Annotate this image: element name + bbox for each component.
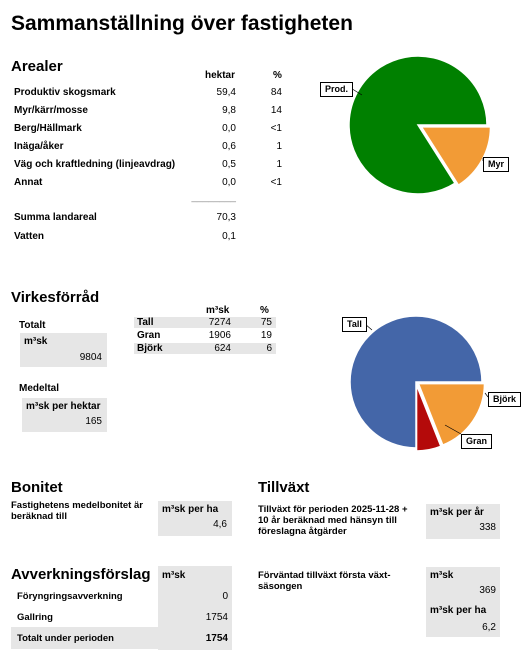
bonitet-box [158, 501, 232, 536]
arealer-row-label: Berg/Hällmark [14, 123, 82, 134]
virkes-col-pct: % [260, 305, 269, 316]
arealer-row-pct: 14 [270, 105, 282, 116]
avverkning-row-label: Föryngringsavverkning [17, 591, 123, 602]
pie-label-prod: Prod. [320, 82, 353, 97]
bonitet-value: 4,6 [213, 519, 227, 530]
arealer-row-hektar: 59,4 [216, 87, 236, 98]
medeltal-unit: m³sk per hektar [26, 401, 101, 412]
medeltal-value: 165 [85, 416, 102, 427]
areal-pie-chart [320, 55, 520, 205]
arealer-row-pct: 1 [276, 159, 282, 170]
tillvaxt-first-value: 369 [479, 585, 496, 596]
virkes-row-pct: 6 [266, 343, 272, 354]
avverkning-heading: Avverkningsförslag [11, 566, 151, 583]
pie-label-gran: Gran [461, 434, 492, 449]
virkes-row-label: Tall [137, 317, 154, 328]
virkes-col-m3sk: m³sk [206, 305, 230, 316]
tillvaxt-first-value2: 6,2 [482, 622, 496, 633]
bonitet-desc: Fastighetens medelbonitet är beräknad till [11, 500, 143, 522]
vatten-label: Vatten [14, 231, 45, 242]
tillvaxt-first-desc: Förväntad tillväxt första växt-säsongen [258, 570, 391, 592]
page-title: Sammanställning över fastigheten [11, 12, 353, 35]
bonitet-unit: m³sk per ha [162, 504, 219, 515]
tillvaxt-first-unit: m³sk [430, 570, 454, 581]
medeltal-label: Medeltal [19, 383, 60, 394]
arealer-row-label: Annat [14, 177, 43, 188]
tillvaxt-first-box [426, 567, 500, 637]
summa-landareal-label: Summa landareal [14, 212, 97, 223]
virkes-row-m3sk: 7274 [208, 317, 231, 328]
arealer-row-hektar: 9,8 [222, 105, 236, 116]
virkesforrad-heading: Virkesförråd [11, 289, 100, 306]
pie-label-tall: Tall [342, 317, 367, 332]
arealer-col-pct: % [273, 70, 282, 81]
arealer-row-label: Myr/kärr/mosse [14, 105, 88, 116]
arealer-row-pct: 84 [270, 87, 282, 98]
virkes-row-pct: 75 [260, 317, 272, 328]
totalt-label: Totalt [19, 320, 46, 331]
tillvaxt-unit: m³sk per år [430, 507, 484, 518]
arealer-heading: Arealer [11, 58, 63, 75]
virkes-pie-chart [340, 305, 520, 455]
avverkning-row-label: Gallring [17, 612, 53, 623]
tillvaxt-box [426, 504, 500, 539]
tillvaxt-value: 338 [479, 522, 496, 533]
pie-label-myr: Myr [483, 157, 509, 172]
tillvaxt-first-unit2: m³sk per ha [430, 605, 487, 616]
arealer-col-hektar: hektar [205, 70, 236, 81]
summa-landareal-value: 70,3 [216, 212, 236, 223]
virkes-row-label: Gran [137, 330, 161, 341]
arealer-divider: ________ [191, 192, 236, 203]
arealer-row-label: Väg och kraftledning (linjeavdrag) [14, 159, 176, 170]
virkes-row-label: Björk [137, 343, 163, 354]
avverkning-unit: m³sk [162, 570, 186, 581]
arealer-row-hektar: 0,0 [222, 177, 236, 188]
bonitet-heading: Bonitet [11, 479, 63, 496]
avverkning-row-value: 0 [222, 591, 228, 602]
arealer-row-hektar: 0,0 [222, 123, 236, 134]
tillvaxt-desc: Tillväxt för perioden 2025-11-28 + 10 år beräknad med hänsyn till föreslagna åtgärder [258, 504, 408, 537]
vatten-value: 0,1 [222, 231, 236, 242]
arealer-row-hektar: 0,5 [222, 159, 236, 170]
totalt-value: 9804 [79, 352, 102, 363]
avverkning-row-label: Totalt under perioden [17, 633, 114, 644]
virkes-row-m3sk: 624 [214, 343, 231, 354]
tillvaxt-heading: Tillväxt [258, 479, 310, 496]
arealer-row-pct: <1 [270, 177, 282, 188]
pie-label-bjork: Björk [488, 392, 521, 407]
totalt-unit: m³sk [24, 336, 48, 347]
arealer-row-pct: <1 [270, 123, 282, 134]
virkes-row-pct: 19 [260, 330, 272, 341]
avverkning-row-value: 1754 [205, 612, 228, 623]
virkes-row-m3sk: 1906 [208, 330, 231, 341]
totalt-box [20, 333, 107, 367]
arealer-row-hektar: 0,6 [222, 141, 236, 152]
medeltal-box [22, 398, 107, 432]
arealer-row-label: Inäga/åker [14, 141, 64, 152]
arealer-row-label: Produktiv skogsmark [14, 87, 116, 98]
arealer-row-pct: 1 [276, 141, 282, 152]
avverkning-row-value: 1754 [205, 633, 228, 644]
